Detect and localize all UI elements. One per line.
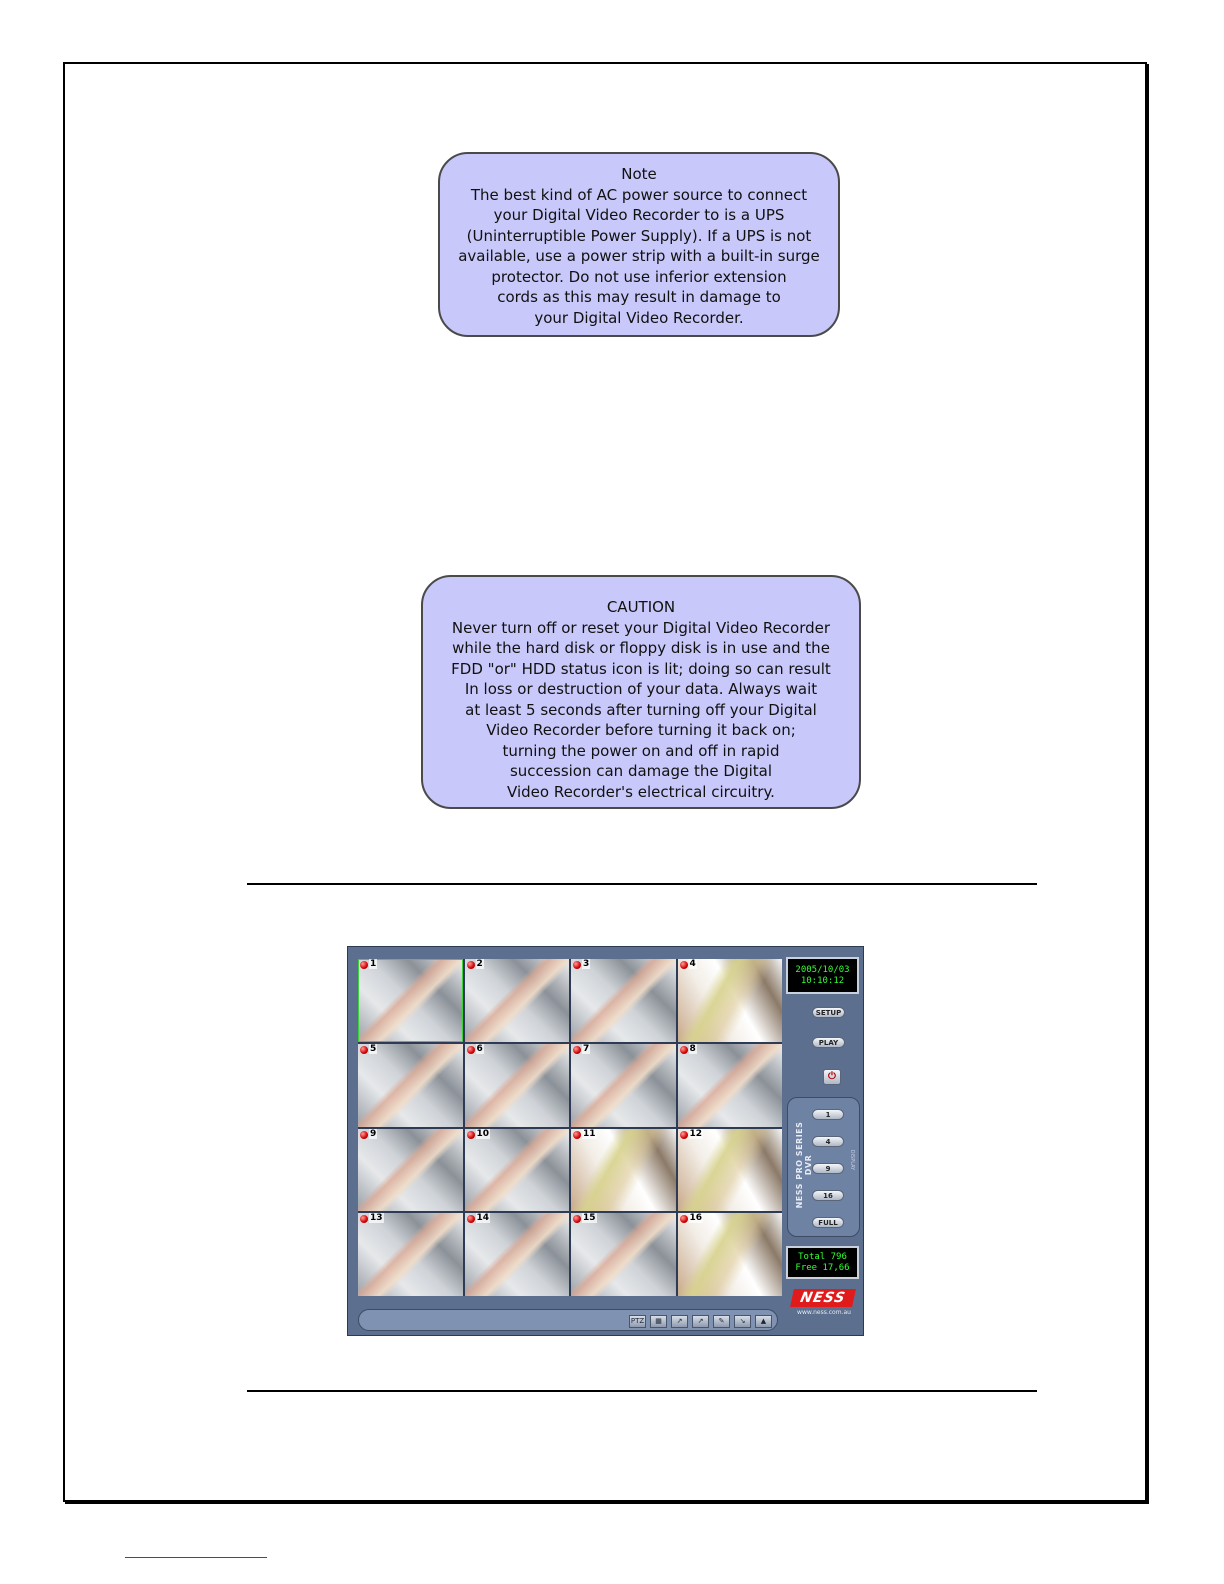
power-icon[interactable]: ⏻ [823,1069,841,1085]
note-line: (Uninterruptible Power Supply). If a UPS is not [466,226,812,245]
series-label: NESS PRO SERIES DVR [795,1121,813,1209]
edit-tool-icon[interactable]: ✎ [713,1315,730,1328]
caution-line: FDD "or" HDD status icon is lit; doing so can result [451,659,831,678]
caution-line: while the hard disk or floppy disk is in use and the [452,639,830,657]
display-1-button[interactable]: 1 [812,1109,844,1120]
record-indicator-icon [467,1046,475,1054]
caution-line: turning the power on and off in rapid [502,741,780,760]
caution-line: Video Recorder's electrical circuitry. [507,782,775,801]
dvr-screenshot [347,946,864,1336]
camera-tile[interactable] [358,959,463,1042]
record-indicator-icon [360,1131,368,1139]
caution-line: succession can damage the Digital [509,762,773,780]
clock-time: 10:10:12 [800,976,845,986]
note-line: protector. Do not use inferior extension [491,267,787,286]
caution-line: at least 5 seconds after turning off your Digital [465,700,817,719]
camera-tile[interactable] [571,959,676,1042]
footer-link-underline[interactable] [125,1557,267,1558]
record-indicator-icon [573,1131,581,1139]
display-label: DISPLAY [849,1149,855,1171]
disk-total: Total 796 [798,1252,847,1262]
camera-tile[interactable] [571,1129,676,1212]
note-callout [438,152,840,337]
camera-tile[interactable] [465,959,570,1042]
caution-line: In loss or destruction of your data. Always wait [464,680,818,698]
disk-free: Free 17,66 [795,1263,850,1273]
camera-tile[interactable] [358,1129,463,1212]
camera-number: 5 [370,1043,377,1054]
record-indicator-icon [573,1046,581,1054]
camera-tile[interactable] [465,1129,570,1212]
camera-tile[interactable] [678,1129,783,1212]
camera-grid [358,959,782,1296]
clock-display [786,957,859,994]
camera-number: 11 [583,1128,596,1139]
record-indicator-icon [680,1046,688,1054]
camera-tile[interactable] [678,1044,783,1127]
camera-number: 1 [370,959,377,969]
ness-logo: NESS [790,1289,856,1307]
record-indicator-icon [467,1131,475,1139]
ptz-button[interactable]: PTZ [629,1315,646,1328]
clock-date: 2005/10/03 [795,965,850,975]
camera-tool-icon[interactable]: ▦ [650,1315,667,1328]
play-button[interactable]: PLAY [812,1037,845,1048]
brand-url: www.ness.com.au [797,1309,851,1316]
record-indicator-icon [680,1131,688,1139]
display-9-button[interactable]: 9 [812,1163,844,1174]
record-indicator-icon [467,961,475,969]
camera-tile[interactable] [571,1044,676,1127]
iris-tool-icon[interactable]: ↘ [734,1315,751,1328]
camera-tile[interactable] [465,1213,570,1296]
camera-number: 13 [370,1213,383,1224]
divider-top [247,883,1037,885]
record-indicator-icon [680,961,688,969]
record-indicator-icon [467,1215,475,1223]
preset-tool-icon[interactable]: ▲ [755,1315,772,1328]
record-indicator-icon [360,1046,368,1054]
control-panel [782,947,865,1337]
record-indicator-icon [360,961,368,969]
note-title: Note [621,165,657,183]
display-4-button[interactable]: 4 [812,1136,844,1147]
camera-tile[interactable] [678,959,783,1042]
camera-number: 9 [370,1128,377,1139]
camera-number: 14 [476,1213,490,1224]
camera-number: 8 [689,1043,696,1054]
display-16-button[interactable]: 16 [812,1190,844,1201]
camera-tile[interactable] [358,1213,463,1296]
camera-number: 15 [583,1213,596,1224]
camera-number: 3 [583,959,590,969]
caution-line: Video Recorder before turning it back on; [486,721,796,739]
caution-callout [421,575,861,809]
setup-button[interactable]: SETUP [812,1007,845,1018]
note-line: available, use a power strip with a built-in surge [458,247,820,265]
note-line: The best kind of AC power source to connect [470,185,808,204]
camera-number: 7 [583,1043,590,1054]
focus-tool-icon[interactable]: ↗ [692,1315,709,1328]
record-indicator-icon [573,1215,581,1223]
camera-number: 12 [689,1128,703,1139]
camera-number: 10 [476,1128,490,1139]
record-indicator-icon [360,1215,368,1223]
note-line: cords as this may result in damage to [497,288,781,306]
caution-line: Never turn off or reset your Digital Video Recorder [451,618,831,637]
camera-tile[interactable] [465,1044,570,1127]
toolbar [358,1309,778,1331]
note-line: your Digital Video Recorder. [534,308,744,327]
caution-title: CAUTION [606,598,676,616]
record-indicator-icon [573,961,581,969]
camera-tile[interactable] [678,1213,783,1296]
camera-number: 2 [476,959,483,969]
zoom-tool-icon[interactable]: ↗ [671,1315,688,1328]
camera-tile[interactable] [571,1213,676,1296]
camera-number: 6 [476,1043,483,1054]
divider-bottom [247,1390,1037,1392]
note-line: your Digital Video Recorder to is a UPS [493,206,785,224]
display-full-button[interactable]: FULL [812,1217,844,1228]
camera-number: 4 [689,959,696,969]
camera-number: 16 [689,1213,703,1224]
disk-status-display [786,1246,859,1279]
camera-tile[interactable] [358,1044,463,1127]
record-indicator-icon [680,1215,688,1223]
